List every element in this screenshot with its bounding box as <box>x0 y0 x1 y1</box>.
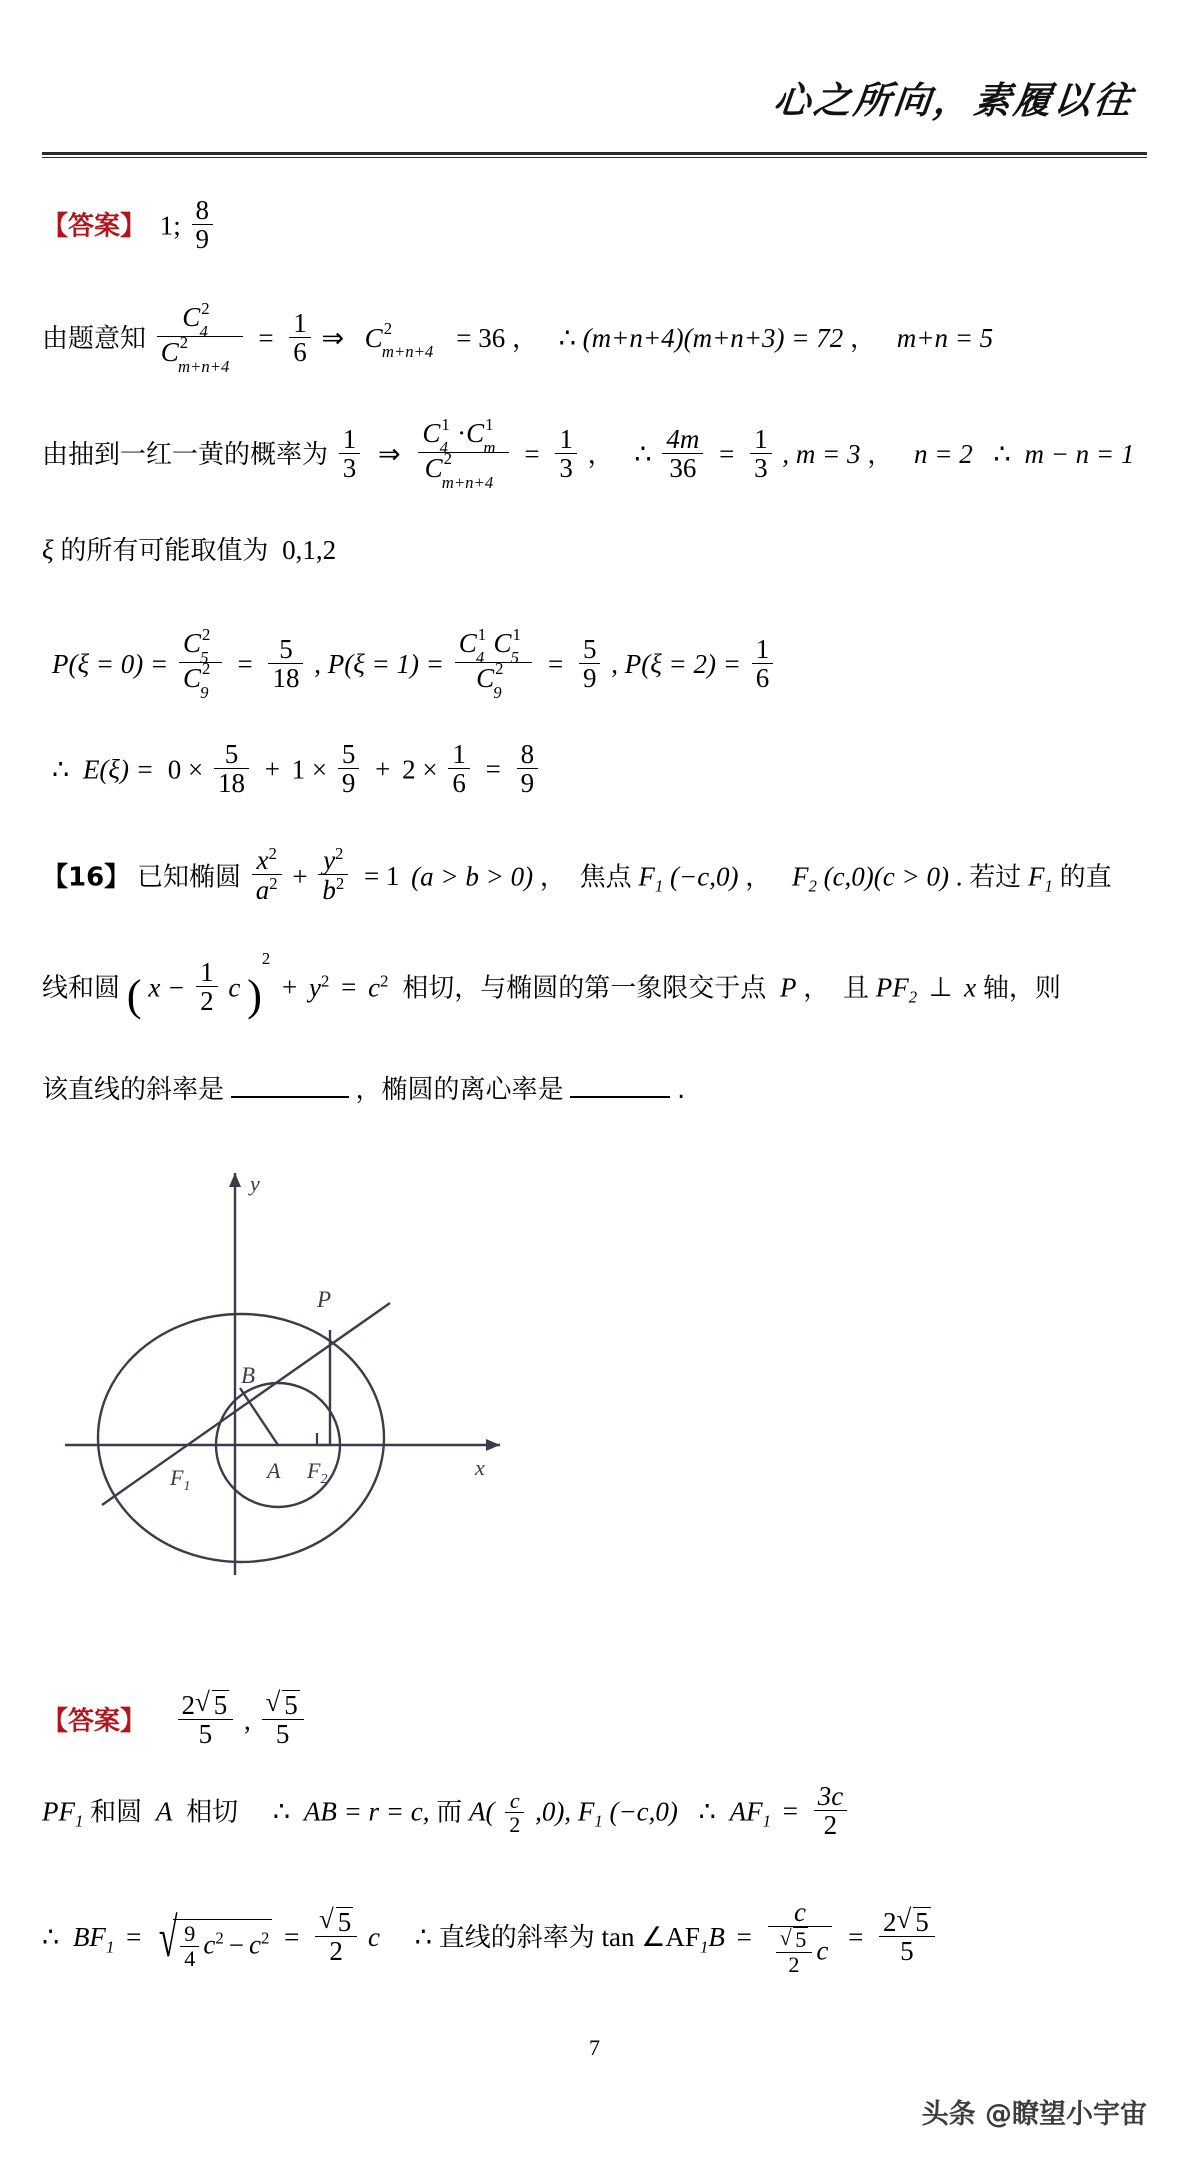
ratio-numerator: $C^2_5$ <box>182 624 211 667</box>
fraction-denominator: 6 <box>289 337 311 366</box>
fraction-numerator: 5 <box>582 633 597 664</box>
ellipse-condition: (a > b > 0) <box>411 861 534 892</box>
sol2-m-minus-n: m − n = 1 <box>1024 438 1135 469</box>
circle-a-label: A <box>155 1796 173 1827</box>
af1-equals: = <box>782 1796 798 1827</box>
sol1-implies: ⇒ <box>321 322 345 353</box>
line-word: 的直 <box>1059 862 1112 893</box>
circle-rhs-exponent: 2 <box>380 971 389 991</box>
x-axis-arrow <box>486 1439 500 1451</box>
sol2-comma-2: ， <box>867 439 894 470</box>
page-number: 7 <box>589 2035 600 2060</box>
fraction-denominator: 3 <box>750 453 772 482</box>
expectation-label: E(ξ) = <box>82 754 154 785</box>
fraction-numerator <box>315 1907 357 1936</box>
sol1-one-sixth <box>289 309 311 367</box>
bf1-result <box>315 1907 357 1966</box>
term-1-fraction <box>214 740 249 798</box>
p0-equals: = <box>237 648 253 679</box>
fraction-denominator: 3 <box>555 453 577 482</box>
pf2: PF <box>875 972 909 1003</box>
fraction-numerator: 1 <box>293 307 307 338</box>
circle-exponent: 2 <box>261 949 271 969</box>
sol1-product: (m+n+4)(m+n+3) = 72 <box>582 322 844 353</box>
fraction-numerator: c <box>793 1897 806 1927</box>
sol4-sep-2: , <box>611 648 618 679</box>
label-y-axis: y <box>250 1171 260 1196</box>
fraction-denominator: 2 <box>315 1936 357 1965</box>
pass-f1-subscript: 1 <box>1044 876 1053 896</box>
fraction-numerator: 8 <box>195 195 210 225</box>
answer-block-1 <box>42 196 217 254</box>
af1-subscript: 1 <box>762 1811 771 1831</box>
label-focus-f2: $F_2$ <box>307 1458 328 1487</box>
fraction-numerator <box>262 1690 304 1719</box>
answer-block-2 <box>42 1690 308 1749</box>
sol7-therefore-2: ∴ <box>414 1922 432 1953</box>
slope-result <box>879 1907 935 1966</box>
fraction-numerator: √ 9 <box>184 1921 196 1947</box>
sol7-therefore: ∴ <box>42 1922 60 1953</box>
sol6-therefore-2: ∴ <box>698 1796 716 1827</box>
focus-f1-subscript: 1 <box>654 876 664 896</box>
problem-16-line-2 <box>42 949 1061 1020</box>
fraction-numerator: c <box>509 1787 520 1813</box>
fraction-denominator: 2 <box>776 1952 813 1976</box>
problem-16-line-1 <box>42 845 1112 905</box>
point-p: P <box>779 972 797 1003</box>
inner-fraction <box>776 1927 813 1975</box>
fraction-numerator: 5 <box>224 739 239 769</box>
sol6-text-2: 相切 <box>186 1797 239 1828</box>
sqrt-icon <box>153 1919 272 1969</box>
sol2-equals-2: = <box>719 438 735 469</box>
focus-f2-coord: (c,0) <box>823 861 874 892</box>
rad-c2-exponent: 2 <box>260 1929 270 1949</box>
sol1-comma-2: ， <box>849 323 876 354</box>
fraction-denominator: $a^2$ <box>252 874 282 904</box>
rad-c1-exponent: 2 <box>215 1929 224 1949</box>
p1-label: P(ξ = 1) = <box>327 648 444 679</box>
fraction-denominator: 2 <box>196 986 218 1015</box>
ratio-denominator: $C^2_9$ <box>179 662 222 697</box>
axis-word: 轴，则 <box>982 973 1061 1004</box>
fraction-numerator: 1 <box>754 423 768 454</box>
paren-open: ( <box>126 969 142 1020</box>
bf1-equals: = <box>126 1922 142 1953</box>
sqrt-icon: √ 5 <box>195 1690 229 1719</box>
fraction-denominator: 9 <box>517 768 539 797</box>
answer-label-2: 【答案】 <box>42 1706 147 1737</box>
fraction-denominator: 9 <box>338 768 360 797</box>
solution-line-5 <box>52 740 542 798</box>
footer-watermark: 头条 @瞭望小宇宙 <box>921 2099 1147 2130</box>
circle-rhs: c <box>368 972 381 1003</box>
circle-equals: = <box>341 972 357 1003</box>
solution-line-2 <box>42 414 1135 492</box>
fraction-numerator: 1 <box>755 633 770 664</box>
sol2-m-value: , m = 3 <box>782 438 861 469</box>
sol6-therefore: ∴ <box>272 1796 291 1827</box>
label-point-p: P <box>317 1287 332 1312</box>
solution-line-1 <box>42 298 994 376</box>
focus-f1-coord: (−c,0) <box>670 861 739 892</box>
p1-value <box>579 635 601 693</box>
ratio-denominator: $C^2_9$ <box>455 662 533 697</box>
sol2-therefore-2: ∴ <box>993 438 1011 469</box>
answer-2-eccentricity <box>262 1690 304 1749</box>
pass-f1: F <box>1028 861 1045 892</box>
point-a-coord-lead: A( <box>469 1796 495 1827</box>
plus-1: + <box>264 754 280 785</box>
sol1-comma: ， <box>511 323 538 354</box>
bf1-label: BF <box>72 1922 106 1953</box>
perpendicular-symbol: ⊥ <box>928 972 953 1003</box>
segment-ab <box>240 1388 278 1445</box>
sqrt-icon: √ 5 <box>897 1907 931 1936</box>
answer-label: 【答案】 <box>42 211 147 242</box>
fraction-numerator: 1 <box>559 423 573 454</box>
tangent-line <box>102 1303 390 1505</box>
sol5-therefore: ∴ <box>52 754 70 785</box>
fraction-numerator: 2 √ 5 <box>879 1907 935 1936</box>
af1-value <box>814 1782 847 1840</box>
fraction-denominator: $b^2$ <box>318 874 348 904</box>
circle-y: y <box>309 972 321 1003</box>
sol1-lead: 由题意知 <box>42 323 147 354</box>
label-x-axis: x <box>475 1455 485 1480</box>
problem-number: 【16】 <box>42 862 131 893</box>
af1-label: AF <box>729 1796 763 1827</box>
sol1-ratio-fraction <box>157 298 243 376</box>
fraction-numerator: 5 <box>279 633 293 664</box>
circle-y-exponent: 2 <box>321 971 330 991</box>
ellipse-plus: + <box>292 861 308 892</box>
fraction-numerator: 4m <box>666 423 700 454</box>
pf2-subscript: 2 <box>908 987 918 1007</box>
sol2-one-third <box>339 425 361 483</box>
sol1-therefore: ∴ <box>558 322 576 353</box>
fraction-denominator: 3 <box>339 453 361 482</box>
sol3-values: 0,1,2 <box>282 535 337 565</box>
focus-f2-cond: (c > 0) <box>873 861 949 892</box>
xi-symbol: ξ <box>42 535 54 565</box>
pf1-subscript: 1 <box>75 1811 84 1831</box>
focus-f2-subscript: 2 <box>808 876 817 896</box>
fraction-denominator: 6 <box>448 768 470 797</box>
circle-lead: 线和圆 <box>42 973 121 1004</box>
trailing-period: . <box>677 1075 686 1105</box>
sol2-implies: ⇒ <box>378 438 401 469</box>
fraction-denominator: 36 <box>662 453 703 482</box>
sqrt-content <box>173 1919 272 1969</box>
sqrt-icon: √ 5 <box>266 1690 300 1719</box>
circle-x-term: x − <box>148 972 186 1003</box>
answer-blank-slope[interactable] <box>231 1070 349 1098</box>
p2-value <box>752 635 774 693</box>
sol1-sum: m+n = 5 <box>896 322 994 353</box>
and-word: 且 <box>843 973 870 1004</box>
label-focus-f1: $F_1$ <box>170 1465 191 1494</box>
sol2-ratio-fraction <box>418 414 508 492</box>
fraction-numerator: 1 <box>452 739 466 769</box>
ellipse-y-term <box>318 845 348 905</box>
ab-equality: AB = r = c, <box>303 1796 430 1827</box>
ellipse-diagram-svg <box>45 1155 545 1615</box>
ellipse-figure <box>45 1155 545 1615</box>
slope-text: 直线的斜率为 <box>438 1923 595 1954</box>
p0-combination-fraction <box>179 624 222 702</box>
term-3-fraction <box>448 740 470 798</box>
sqrt-icon: √ 5 <box>780 1927 809 1951</box>
sol2-therefore: ∴ <box>634 438 652 469</box>
p0-label: P(ξ = 0) = <box>52 648 169 679</box>
sol2-n-value: n = 2 <box>914 438 973 469</box>
ratio-numerator: $C^1_4$ $C^1_5$ <box>458 624 521 667</box>
sol7-equals-2: = <box>284 1922 300 1953</box>
fraction-numerator: 2 √ 5 <box>178 1690 234 1719</box>
sol2-one-third-3 <box>750 425 772 483</box>
tan-label: tan ∠AF <box>601 1922 700 1953</box>
p0-value <box>268 635 303 693</box>
ratio-denominator: $C^2_{m+n+4}$ <box>157 336 243 371</box>
fraction-denominator <box>768 1926 833 1975</box>
ellipse-x-term <box>252 845 282 905</box>
f1-point: F <box>577 1796 595 1827</box>
sol2-4m-36 <box>662 425 703 483</box>
fraction-numerator <box>776 1927 813 1951</box>
answer-2-comma: , <box>244 1705 251 1736</box>
solution-line-7 <box>42 1898 939 1976</box>
point-a-fraction <box>505 1789 524 1836</box>
focus-label: 焦点 <box>579 862 632 893</box>
solution-line-3 <box>42 537 336 564</box>
ratio-numerator: $C^2_4$ <box>182 298 210 341</box>
fraction-denominator: 4 <box>180 1946 199 1970</box>
answer-blank-eccentricity[interactable] <box>570 1070 670 1098</box>
answer-1-fraction <box>192 196 214 254</box>
sol2-one-third-2 <box>555 425 577 483</box>
slope-question: 该直线的斜率是 <box>42 1075 225 1105</box>
sol4-sep-1: , <box>314 648 321 679</box>
sol1-equals-36: = 36 <box>456 322 506 353</box>
sol6-text-3: 而 <box>436 1797 463 1828</box>
sol7-equals-4: = <box>848 1922 864 1953</box>
sol3-text: 的所有可能取值为 <box>60 536 269 566</box>
solution-line-6 <box>42 1782 851 1840</box>
label-point-b: B <box>241 1363 256 1388</box>
fraction-denominator: 2 <box>505 1812 524 1836</box>
eccentricity-question: ，椭圆的离心率是 <box>355 1075 564 1105</box>
fraction-denominator: 5 <box>879 1936 935 1965</box>
p1-combination-fraction <box>455 624 533 702</box>
tangent-text: 相切，与椭圆的第一象限交于点 <box>402 973 767 1004</box>
x-axis-symbol: x <box>964 972 977 1003</box>
point-a-coord-tail: ,0), <box>535 1796 572 1827</box>
pf1-label: PF <box>42 1796 75 1827</box>
ellipse-curve <box>98 1314 384 1562</box>
tan-b: B <box>708 1922 725 1953</box>
answer-1-int: 1; <box>159 210 181 241</box>
sqrt-icon: √ 5 <box>319 1907 353 1936</box>
sol2-dot: · <box>457 418 467 448</box>
focus-f1: F <box>638 861 655 892</box>
comma-3: ， <box>803 973 830 1004</box>
fraction-numerator: 1 <box>342 423 357 454</box>
inner-c: c <box>816 1936 829 1967</box>
fraction-denominator: 18 <box>268 663 303 692</box>
expectation-result <box>517 740 539 798</box>
fraction-numerator: $y^2$ <box>323 844 344 875</box>
rad-c1: c <box>203 1930 216 1961</box>
nine-fourths <box>180 1922 199 1969</box>
sol1-equals: = <box>258 322 274 353</box>
slope-big-fraction <box>768 1898 833 1976</box>
comma-2: ， <box>745 862 772 893</box>
fraction-numerator: 1 <box>200 957 214 987</box>
header-divider <box>42 152 1147 158</box>
p1-equals: = <box>548 648 564 679</box>
problem-lead: 已知椭圆 <box>136 862 241 893</box>
circle-c: c <box>228 972 241 1003</box>
sol5-equals: = <box>485 754 501 785</box>
ratio-numerator: $C^1_4 \cdot C^1_m$ <box>422 414 496 457</box>
f1-point-subscript: 1 <box>594 1811 603 1831</box>
fraction-numerator: $x^2$ <box>256 844 277 875</box>
sol2-lead: 由抽到一红一黄的概率为 <box>42 439 329 470</box>
sol2-equals: = <box>524 438 540 469</box>
fraction-denominator: 9 <box>192 224 214 253</box>
ellipse-equals-one: = 1 <box>363 861 400 892</box>
fraction-denominator: 18 <box>214 768 249 797</box>
circle-plus: + <box>282 972 298 1003</box>
rad-c2: c <box>248 1930 261 1961</box>
tan-subscript: 1 <box>699 1937 709 1957</box>
sol6-text-1: 和圆 <box>90 1797 143 1828</box>
solution-line-4 <box>52 624 777 702</box>
problem-16-line-3 <box>42 1070 685 1103</box>
term-1: 0 × <box>167 754 204 785</box>
fraction-denominator: 2 <box>814 1810 847 1839</box>
f1-point-coord: (−c,0) <box>609 1796 678 1827</box>
p2-label: P(ξ = 2) = <box>624 648 741 679</box>
fraction-numerator: 5 <box>341 739 356 769</box>
sol7-equals-3: = <box>736 1922 752 1953</box>
term-2-fraction <box>338 740 360 798</box>
fraction-denominator: 9 <box>579 663 601 692</box>
right-angle-mark <box>317 1433 330 1445</box>
fraction-denominator: 5 <box>178 1719 234 1748</box>
bf1-result-c: c <box>368 1922 381 1953</box>
term-3: 2 × <box>402 754 438 785</box>
pass-through-text: 若过 <box>969 862 1022 893</box>
paren-close: ) <box>247 969 262 1020</box>
period: . <box>955 861 963 892</box>
circle-half <box>196 958 218 1016</box>
ratio-denominator: $C^2_{m+n+4}$ <box>418 452 508 487</box>
bf1-subscript: 1 <box>105 1937 115 1957</box>
plus-2: + <box>375 754 391 785</box>
sol2-comma: ， <box>587 439 614 470</box>
sol1-combination: $C^2_{m+n+4}$ <box>364 319 434 362</box>
term-2: 1 × <box>291 754 328 785</box>
answer-2-slope <box>178 1690 234 1749</box>
header-watermark: 心之所向，素履以往 <box>771 81 1136 122</box>
fraction-denominator: 5 <box>262 1719 304 1748</box>
comma-1: ， <box>539 862 566 893</box>
label-point-a: A <box>267 1458 281 1483</box>
focus-f2: F <box>791 861 809 892</box>
rad-minus: − <box>228 1930 244 1961</box>
y-axis-arrow <box>229 1173 241 1187</box>
fraction-denominator: 6 <box>752 663 774 692</box>
fraction-numerator: 8 <box>520 739 535 769</box>
fraction-numerator: 3c <box>817 1781 844 1811</box>
